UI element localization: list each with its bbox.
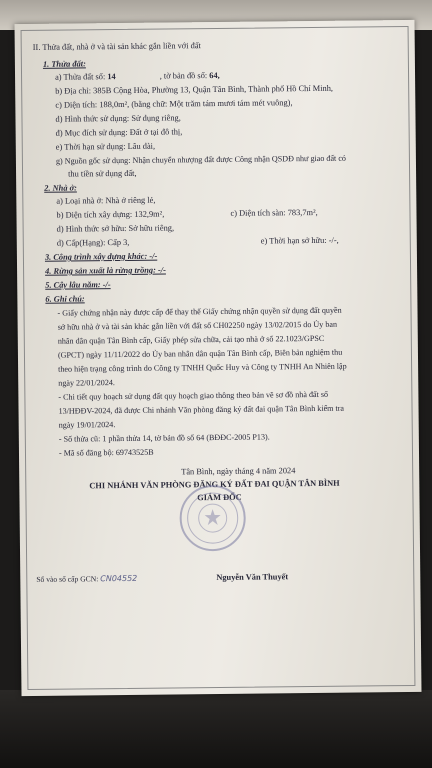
office-name: CHI NHÁNH VĂN PHÒNG ĐĂNG KÝ ĐẤT ĐAI QUẬN TÂN BÌNH xyxy=(89,478,340,491)
note-line: 13/HĐĐV-2024, đã được Chi nhánh Văn phòng đăng ký đất đai quận Tân Bình kiểm tra xyxy=(58,403,345,416)
register-line xyxy=(36,575,137,584)
land-area: c) Diện tích: 188,0m², (bằng chữ: Một trăm tám mươi tám mét vuông), xyxy=(55,98,293,110)
parcel-label: a) Thửa đất số: xyxy=(55,72,108,82)
note-line: ngày 22/01/2024. xyxy=(58,378,115,388)
note-line: ngày 19/01/2024. xyxy=(58,420,116,430)
signer-name: Nguyễn Văn Thuyết xyxy=(216,572,289,583)
house-type: a) Loại nhà ở: Nhà ở riêng lẻ, xyxy=(56,195,156,206)
house-ownership: d) Hình thức sở hữu: Sở hữu riêng, xyxy=(56,223,175,234)
production-forest: 4. Rừng sản xuất là rừng trồng: -/- xyxy=(45,265,166,276)
land-purpose: đ) Mục đích sử dụng: Đất ở tại đô thị, xyxy=(55,127,183,138)
land-term: e) Thời hạn sử dụng: Lâu dài, xyxy=(55,141,156,152)
land-origin-line2: thu tiền sử dụng đất, xyxy=(68,168,137,179)
director-title: GIÁM ĐỐC xyxy=(197,492,242,503)
note-line: nhân dân quận Tân Bình cấp, Giấy phép sửa chữa, cải tạo nhà ở số 22.1023/GPSC xyxy=(57,333,325,346)
house-heading: 2. Nhà ở: xyxy=(44,183,77,193)
perennial-trees: 5. Cây lâu năm: -/- xyxy=(45,280,111,290)
register-label: Số vào sổ cấp GCN: xyxy=(36,574,101,584)
map-label: , tờ bản đồ số: xyxy=(159,71,210,81)
certificate-page xyxy=(14,20,421,696)
parcel-number: 14 xyxy=(107,72,116,82)
notes-heading: 6. Ghi chú: xyxy=(45,294,85,304)
note-line: - Mã số đăng bộ: 69743525B xyxy=(58,447,154,458)
map-number: 64, xyxy=(209,70,220,81)
land-heading: 1. Thửa đất: xyxy=(42,59,86,69)
register-number: CN04552 xyxy=(100,573,138,584)
note-line: sở hữu nhà ở và tài sản khác gắn liền với đất số CH02250 ngày 13/02/2015 do Ủy ban xyxy=(57,319,338,332)
land-use-form: d) Hình thức sử dụng: Sử dụng riêng, xyxy=(55,113,181,124)
note-line: - Chi tiết quy hoạch sử dụng đất quy hoạch giao thông theo bản vẽ sơ đồ nhà đất số xyxy=(58,389,329,402)
house-built-area: b) Diện tích xây dựng: 132,9m², xyxy=(56,209,165,220)
note-line: theo hiện trạng công trình do Công ty TNHH Quốc Huy và Công ty TNHH An Nhiên lập xyxy=(58,361,347,374)
note-line: (GPCT) ngày 11/11/2022 do Ủy ban nhân dân quận Tân Bình cấp, Biên bản nghiệm thu xyxy=(57,347,343,360)
note-line: - Số thửa cũ: 1 phần thửa 14, tờ bản đồ số 64 (BĐĐC-2005 P13). xyxy=(58,432,270,444)
other-construction: 3. Công trình xây dựng khác: -/- xyxy=(44,251,158,262)
house-grade: d) Cấp(Hạng): Cấp 3, xyxy=(56,237,130,248)
note-line: - Giấy chứng nhận này được cấp để thay thế Giấy chứng nhận quyền sử dụng đất quyền xyxy=(57,305,342,318)
land-parcel-line xyxy=(55,72,220,82)
seal-graphic xyxy=(181,487,244,550)
land-origin-line1: g) Nguồn gốc sử dụng: Nhận chuyển nhượng đất được Công nhận QSDĐ như giao đất có xyxy=(55,153,346,166)
sign-date: Tân Bình, ngày tháng 4 năm 2024 xyxy=(181,466,296,477)
background-bottom xyxy=(0,690,432,768)
section-title: II. Thửa đất, nhà ở và tài sản khác gắn liền với đất xyxy=(32,41,201,52)
house-floor-area: c) Diện tích sàn: 783,7m², xyxy=(230,207,318,218)
house-own-term: e) Thời hạn sở hữu: -/-, xyxy=(260,235,339,246)
land-address: b) Địa chỉ: 385B Cộng Hòa, Phường 13, Quận Tân Bình, Thành phố Hồ Chí Minh, xyxy=(55,83,334,96)
official-seal xyxy=(179,485,246,552)
